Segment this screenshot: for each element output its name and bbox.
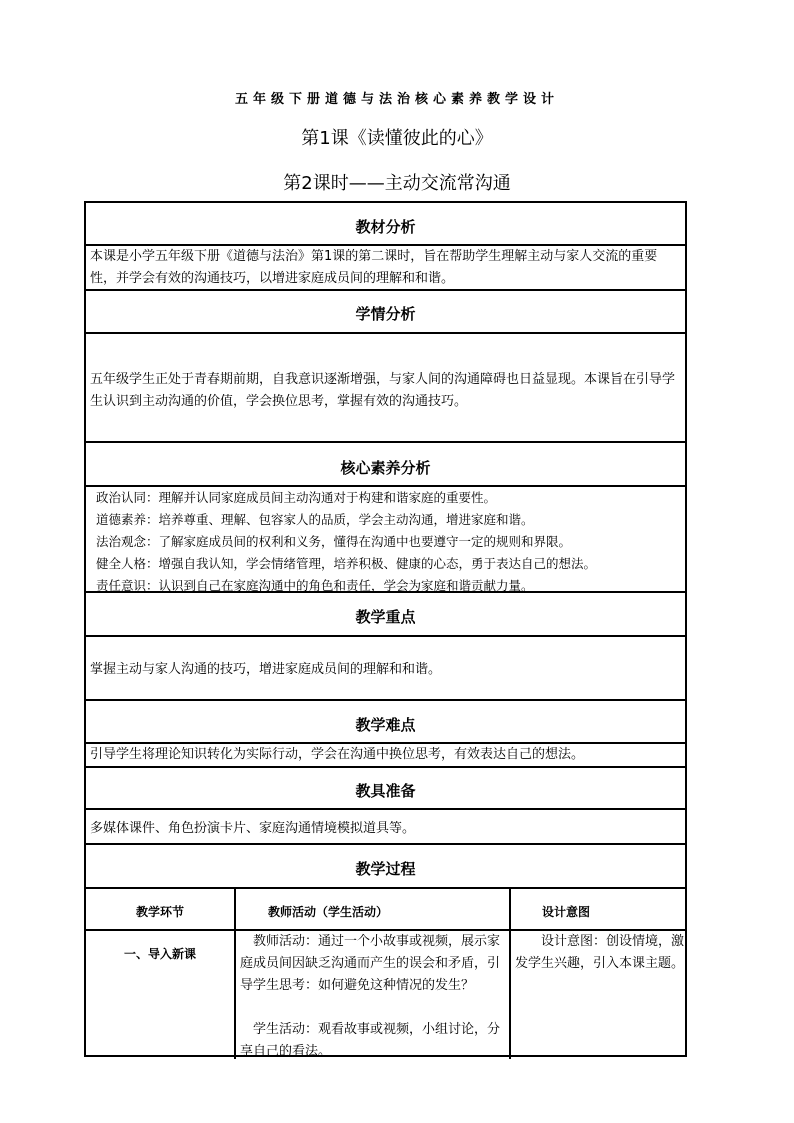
column-header-intent: 设计意图 xyxy=(542,905,591,919)
divider xyxy=(86,766,685,768)
process-row-teacher-activity: 教师活动：通过一个小故事或视频，展示家庭成员间因缺乏沟通而产生的误会和矛盾，引导学生思考：如何避免这种情况的发生？ xyxy=(240,934,501,993)
core-literacy-list xyxy=(90,487,681,597)
materials-heading: 教具准备 xyxy=(355,782,416,800)
divider xyxy=(86,843,685,845)
core-item-moral: 道德素养：培养尊重、理解、包容家人的品质，学会主动沟通，增进家庭和谐。 xyxy=(96,512,534,527)
difficulties-text: 引导学生将理论知识转化为实际行动，学会在沟通中换位思考，有效表达自己的想法。 xyxy=(90,747,585,762)
student-analysis-heading: 学情分析 xyxy=(355,305,416,323)
lesson-plan-table xyxy=(84,201,687,1057)
divider xyxy=(86,808,685,810)
difficulties-heading: 教学难点 xyxy=(355,716,416,734)
divider xyxy=(86,887,685,889)
key-points-heading: 教学重点 xyxy=(355,608,416,626)
core-item-responsibility: 责任意识：认识到自己在家庭沟通中的角色和责任，学会为家庭和谐贡献力量。 xyxy=(96,578,534,593)
textbook-analysis-heading: 教材分析 xyxy=(355,218,416,236)
column-divider xyxy=(234,887,236,1059)
textbook-analysis-text: 本课是小学五年级下册《道德与法治》第1课的第二课时，旨在帮助学生理解主动与家人交流的重要性，并学会有效的沟通技巧，以增进家庭成员间的理解和和谐。 xyxy=(90,249,658,286)
process-row-stage: 一、导入新课 xyxy=(123,947,196,961)
core-item-personality: 健全人格：增强自我认知，学会情绪管理，培养积极、健康的心态，勇于表达自己的想法。 xyxy=(96,556,597,571)
divider xyxy=(86,441,685,443)
materials-text: 多媒体课件、角色扮演卡片、家庭沟通情境模拟道具等。 xyxy=(90,821,416,836)
divider xyxy=(86,332,685,334)
core-item-rule-of-law: 法治观念：了解家庭成员间的权利和义务，懂得在沟通中也要遵守一定的规则和界限。 xyxy=(96,534,572,549)
divider xyxy=(86,635,685,637)
column-divider xyxy=(509,887,511,1059)
lesson-title: 第1课《读懂彼此的心》 xyxy=(301,128,493,149)
divider xyxy=(86,591,685,593)
process-row-student-activity: 学生活动：观看故事或视频，小组讨论，分享自己的看法。 xyxy=(240,1022,501,1059)
key-points-text: 掌握主动与家人沟通的技巧，增进家庭成员间的理解和和谐。 xyxy=(90,662,442,677)
divider xyxy=(86,289,685,291)
column-header-activity: 教师活动（学生活动） xyxy=(268,905,389,919)
process-row-design-intent: 设计意图：创设情境，激发学生兴趣，引入本课主题。 xyxy=(515,934,685,971)
process-heading: 教学过程 xyxy=(355,860,416,878)
document-title: 五年级下册道德与法治核心素养教学设计 xyxy=(234,92,559,107)
divider xyxy=(86,699,685,701)
core-literacy-heading: 核心素养分析 xyxy=(340,459,431,477)
core-item-political: 政治认同：理解并认同家庭成员间主动沟通对于构建和谐家庭的重要性。 xyxy=(96,490,497,505)
student-analysis-text: 五年级学生正处于青春期前期，自我意识逐渐增强，与家人间的沟通障碍也日益显现。本课旨在引导学生认识到主动沟通的价值，学会换位思考，掌握有效的沟通技巧。 xyxy=(90,372,676,409)
period-title: 第2课时——主动交流常沟通 xyxy=(283,173,511,194)
column-header-stage: 教学环节 xyxy=(135,905,184,919)
